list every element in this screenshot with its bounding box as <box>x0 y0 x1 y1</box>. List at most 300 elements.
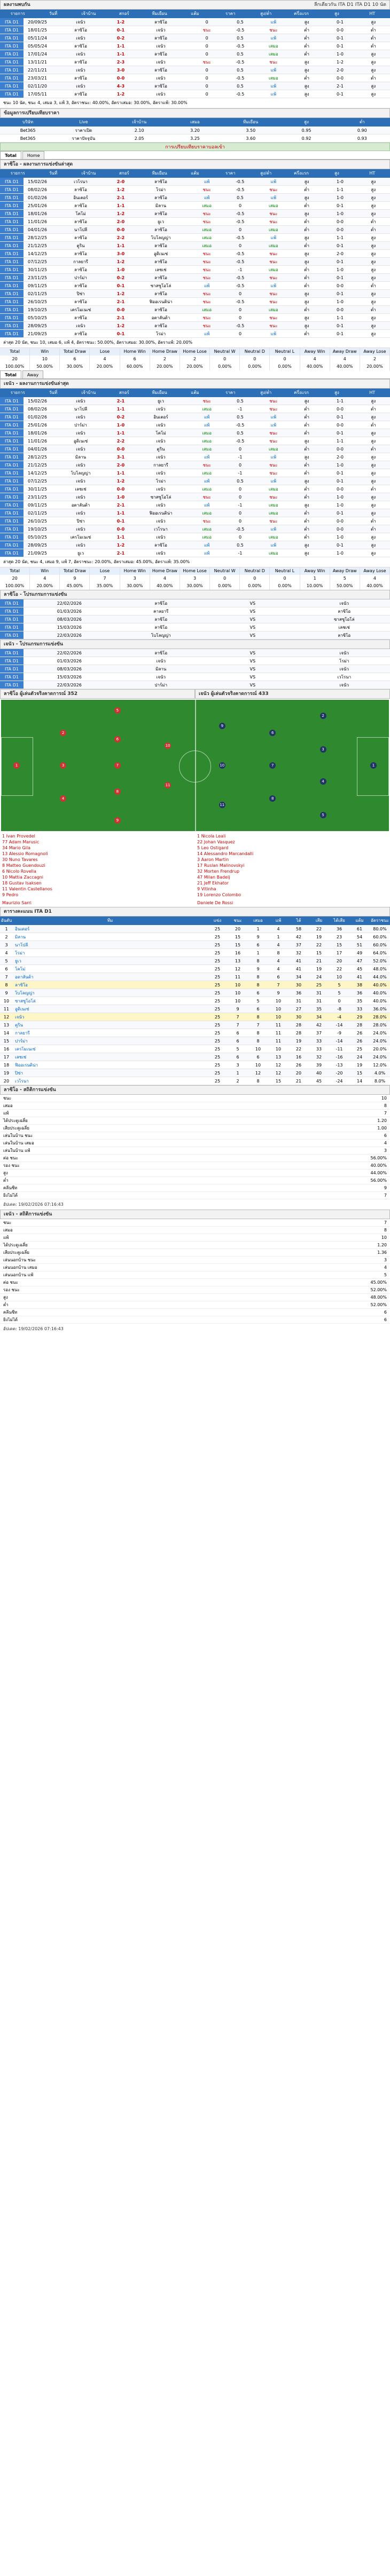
home-player-marker[interactable]: 3 <box>60 762 66 769</box>
away-cell-4[interactable]: เจนัว <box>156 503 166 508</box>
away-player-marker[interactable]: 6 <box>269 730 276 736</box>
away-player-marker[interactable]: 2 <box>320 713 326 719</box>
h2h-cell-4[interactable]: ลาซิโอ <box>154 52 167 57</box>
away-cell-2[interactable]: มิลาน <box>75 455 87 460</box>
home-player[interactable]: 77 Adam Marusic <box>2 840 40 844</box>
standings-row[interactable] <box>0 941 390 949</box>
away-cell-2[interactable]: เจนัว <box>76 527 85 532</box>
standings-row[interactable] <box>0 1069 390 1077</box>
away-cell-2[interactable]: เลชเช่ <box>75 487 87 492</box>
away-cell-2[interactable]: ปาร์ม่า <box>74 423 87 428</box>
away-cell-2[interactable]: โบโลญญ่า <box>71 471 91 476</box>
standings-cell-1[interactable]: ปิซ่า <box>15 1071 23 1076</box>
home-cell-4[interactable]: มิลาน <box>155 203 167 208</box>
home-player[interactable]: 9 Pedro <box>2 892 19 897</box>
standings-row[interactable] <box>0 981 390 989</box>
home-player[interactable]: 1 Ivan Provedel <box>2 834 35 839</box>
away-player[interactable]: 3 Aaron Martin <box>197 857 229 862</box>
away-player-marker[interactable]: 11 <box>220 802 225 807</box>
future-away-row[interactable] <box>0 673 390 681</box>
away-row[interactable] <box>0 509 390 517</box>
away-player-marker[interactable]: 8 <box>269 795 276 802</box>
h2h-col-7[interactable]: สูง/ต่ำ <box>260 11 272 16</box>
away-row[interactable] <box>0 413 390 421</box>
away-cell-2[interactable]: เจนัว <box>76 431 85 436</box>
standings-row[interactable] <box>0 925 390 933</box>
away-col-7[interactable]: สูง/ต่ำ <box>260 390 272 395</box>
standings-col-2[interactable]: แข่ง <box>213 918 222 923</box>
home-cell-4[interactable]: ลาซิโอ <box>154 323 167 328</box>
home-col-8[interactable]: ครึ่งแรก <box>294 171 309 176</box>
away-player[interactable]: 32 Morten Frendrup <box>197 869 240 874</box>
odds-col-4[interactable]: ทีมเยือน <box>243 120 259 124</box>
odds-col-2[interactable]: เจ้าบ้าน <box>132 120 147 124</box>
standings-cell-1[interactable]: ซาสซูโอโล่ <box>15 999 36 1003</box>
standings-cell-1[interactable]: มิลาน <box>15 935 26 939</box>
home-cell-4[interactable]: โรม่า <box>155 187 166 192</box>
away-cell-4[interactable]: เวโรนา <box>154 527 168 532</box>
away-row[interactable] <box>0 501 390 509</box>
standings-cell-1[interactable]: เครโมเนเซ่ <box>15 1047 36 1052</box>
tab-home-total[interactable]: Total <box>0 151 21 159</box>
h2h-cell-4[interactable]: เจนัว <box>156 28 166 33</box>
standings-col-7[interactable]: เสีย <box>315 918 323 923</box>
home-row[interactable] <box>0 242 390 250</box>
standings-row[interactable] <box>0 1029 390 1037</box>
away-cell-2[interactable]: เครโมเนเซ่ <box>70 535 91 540</box>
standings-col-0[interactable]: อันดับ <box>1 918 12 923</box>
away-row[interactable] <box>0 421 390 429</box>
home-row[interactable] <box>0 218 390 226</box>
h2h-options[interactable]: ลีกเดียวกัน ITA D1 ITA D1 10 นัด <box>314 2 386 7</box>
standings-col-10[interactable]: อัตราชนะ <box>371 918 389 923</box>
away-row[interactable] <box>0 493 390 501</box>
home-row[interactable] <box>0 274 390 282</box>
home-cell-2[interactable]: ลาซิโอ <box>74 203 87 208</box>
away-col-4[interactable]: ทีมเยือน <box>152 390 167 395</box>
standings-col-9[interactable]: แต้ม <box>355 918 364 923</box>
h2h-cell-2[interactable]: ลาซิโอ <box>74 92 87 97</box>
away-col-5[interactable]: แต้ม <box>191 390 199 395</box>
home-row[interactable] <box>0 186 390 194</box>
away-row[interactable] <box>0 485 390 493</box>
away-row[interactable] <box>0 477 390 485</box>
away-cell-4[interactable]: ยูเว <box>158 399 164 404</box>
home-cell-4[interactable]: ลาซิโอ <box>154 211 167 216</box>
away-player-marker[interactable]: 10 <box>220 763 225 768</box>
away-row[interactable] <box>0 541 390 549</box>
away-row[interactable] <box>0 437 390 445</box>
away-row[interactable] <box>0 429 390 437</box>
home-cell-4[interactable]: ลาซิโอ <box>154 291 167 296</box>
h2h-cell-4[interactable]: เจนัว <box>156 60 166 65</box>
away-player[interactable]: 19 Lorenzo Colombo <box>197 892 241 897</box>
standings-row[interactable] <box>0 1053 390 1061</box>
future-away-row[interactable] <box>0 657 390 665</box>
home-cell-4[interactable]: ลาซิโอ <box>154 243 167 248</box>
away-cell-4[interactable]: เจนัว <box>156 487 166 492</box>
standings-cell-1[interactable]: ลาซิโอ <box>15 983 28 987</box>
away-cell-4[interactable]: เจนัว <box>156 471 166 476</box>
h2h-col-8[interactable]: ครึ่งแรก <box>294 11 309 16</box>
away-player[interactable]: 5 Leo Ostigard <box>197 846 229 850</box>
away-cell-4[interactable]: เจนัว <box>156 423 166 428</box>
odds-note[interactable]: การเปรียบเทียบราคาบอลเข้า <box>0 143 390 151</box>
away-col-0[interactable]: รายการ <box>10 390 25 395</box>
standings-cell-1[interactable]: นาโปลี <box>15 943 28 947</box>
tab-away-total[interactable]: Total <box>0 370 21 378</box>
h2h-row[interactable] <box>0 50 390 58</box>
home-cell-4[interactable]: ลาซิโอ <box>154 195 167 200</box>
away-col-2[interactable]: เจ้าบ้าน <box>81 390 96 395</box>
home-col-4[interactable]: ทีมเยือน <box>152 171 167 176</box>
standings-row[interactable] <box>0 1021 390 1029</box>
tab-away-away[interactable]: Away <box>22 370 43 378</box>
standings-col-5[interactable]: แพ้ <box>275 918 282 923</box>
home-cell-2[interactable]: อินเตอร์ <box>73 195 88 200</box>
away-cell-4[interactable]: เจนัว <box>156 519 166 524</box>
home-col-9[interactable]: สูง <box>334 171 339 176</box>
h2h-row[interactable] <box>0 58 390 66</box>
home-cell-2[interactable]: ลาซิโอ <box>74 267 87 272</box>
home-col-3[interactable]: สกอร์ <box>119 171 129 176</box>
away-cell-2[interactable]: เจนัว <box>76 543 85 548</box>
standings-cell-1[interactable]: อตาลันต้า <box>15 975 34 979</box>
future-home-row[interactable] <box>0 631 390 639</box>
h2h-row[interactable] <box>0 26 390 34</box>
away-row[interactable] <box>0 461 390 469</box>
standings-cell-1[interactable]: โบโลญญ่า <box>15 991 35 995</box>
h2h-col-0[interactable]: รายการ <box>10 11 25 16</box>
away-col-3[interactable]: สกอร์ <box>119 390 129 395</box>
home-row[interactable] <box>0 282 390 290</box>
standings-cell-1[interactable]: ตูริน <box>15 1023 23 1028</box>
home-player-marker[interactable]: 7 <box>114 762 121 769</box>
h2h-cell-4[interactable]: ลาซิโอ <box>154 68 167 73</box>
home-col-6[interactable]: ราคา <box>225 171 236 176</box>
h2h-cell-4[interactable]: ลาซิโอ <box>154 20 167 25</box>
standings-row[interactable] <box>0 949 390 957</box>
home-player[interactable]: 34 Mario Gila <box>2 846 31 850</box>
standings-cell-1[interactable]: อูดิเนเซ่ <box>15 1007 29 1012</box>
home-row[interactable] <box>0 258 390 266</box>
away-player[interactable]: 17 Ruslan Malinovskyi <box>197 863 245 868</box>
h2h-cell-2[interactable]: ลาซิโอ <box>74 76 87 81</box>
standings-cell-1[interactable]: อินเตอร์ <box>15 927 30 931</box>
home-row[interactable] <box>0 290 390 298</box>
home-cell-4[interactable]: ลาซิโอ <box>154 227 167 232</box>
standings-cell-1[interactable]: เจนัว <box>15 1015 25 1020</box>
home-cell-2[interactable]: ลาซิโอ <box>74 283 87 288</box>
away-col-6[interactable]: ราคา <box>225 390 236 395</box>
away-cell-4[interactable]: เจนัว <box>156 407 166 412</box>
away-cell-4[interactable]: เจนัว <box>156 535 166 540</box>
standings-row[interactable] <box>0 933 390 941</box>
away-row[interactable] <box>0 517 390 525</box>
home-row[interactable] <box>0 314 390 322</box>
standings-col-3[interactable]: ชนะ <box>233 918 242 923</box>
home-cell-2[interactable]: เจนัว <box>76 323 85 328</box>
standings-col-6[interactable]: ได้ <box>296 918 301 923</box>
h2h-row[interactable] <box>0 66 390 74</box>
away-cell-2[interactable]: นาโปลี <box>74 407 88 412</box>
home-cell-2[interactable]: ปิซ่า <box>76 291 85 296</box>
h2h-cell-4[interactable]: ลาซิโอ <box>154 84 167 89</box>
home-player[interactable]: 18 Gustav Isaksen <box>2 881 42 886</box>
home-col-0[interactable]: รายการ <box>10 171 25 176</box>
away-cell-4[interactable]: อินเตอร์ <box>153 415 168 420</box>
away-row[interactable] <box>0 469 390 477</box>
home-row[interactable] <box>0 194 390 202</box>
standings-row[interactable] <box>0 1077 390 1085</box>
standings-row[interactable] <box>0 1061 390 1069</box>
home-cell-2[interactable]: ลาซิโอ <box>74 187 87 192</box>
home-col-1[interactable]: วันที่ <box>49 171 58 176</box>
standings-cell-1[interactable]: เลชเช่ <box>15 1055 27 1060</box>
h2h-row[interactable] <box>0 18 390 26</box>
home-cell-2[interactable]: เครโมเนเซ่ <box>70 307 91 312</box>
h2h-cell-2[interactable]: เจนัว <box>76 20 85 25</box>
away-player-marker[interactable]: 1 <box>370 762 377 769</box>
h2h-row[interactable] <box>0 82 390 90</box>
standings-row[interactable] <box>0 973 390 981</box>
home-cell-4[interactable]: ลาซิโอ <box>154 275 167 280</box>
home-cell-4[interactable]: เลชเช่ <box>155 267 167 272</box>
home-cell-4[interactable]: โบโลญญ่า <box>151 235 171 240</box>
home-row[interactable] <box>0 322 390 330</box>
away-row[interactable] <box>0 533 390 541</box>
home-player-marker[interactable]: 1 <box>13 762 20 769</box>
home-player[interactable]: 8 Matteo Guendouzi <box>2 863 45 868</box>
h2h-col-4[interactable]: ทีมเยือน <box>152 11 167 16</box>
home-row[interactable] <box>0 298 390 306</box>
away-cell-2[interactable]: เจนัว <box>76 495 85 500</box>
standings-col-8[interactable]: ได้เสีย <box>333 918 345 923</box>
away-cell-2[interactable]: เจนัว <box>76 463 85 468</box>
standings-col-1[interactable]: ทีม <box>107 918 113 923</box>
away-player[interactable]: 21 Jeff Ekhator <box>197 881 229 886</box>
home-player-marker[interactable]: 4 <box>60 795 66 802</box>
home-cell-4[interactable]: ลาซิโอ <box>154 307 167 312</box>
away-row[interactable] <box>0 405 390 413</box>
standings-row[interactable] <box>0 965 390 973</box>
home-cell-2[interactable]: ปาร์ม่า <box>74 275 87 280</box>
away-col-9[interactable]: สูง <box>334 390 339 395</box>
home-player-marker[interactable]: 2 <box>60 730 66 736</box>
home-player-marker[interactable]: 8 <box>114 788 121 795</box>
away-row[interactable] <box>0 549 390 557</box>
home-col-5[interactable]: แต้ม <box>191 171 199 176</box>
away-col-10[interactable]: HT <box>369 390 376 395</box>
home-cell-4[interactable]: โรม่า <box>155 331 166 336</box>
h2h-cell-2[interactable]: เจนัว <box>76 68 85 73</box>
home-player-marker[interactable]: 9 <box>114 817 121 824</box>
standings-row[interactable] <box>0 957 390 965</box>
away-cell-4[interactable]: เจนัว <box>156 455 166 460</box>
away-player-marker[interactable]: 5 <box>320 812 326 818</box>
away-col-1[interactable]: วันที่ <box>49 390 58 395</box>
h2h-col-9[interactable]: สูง <box>334 11 339 16</box>
away-cell-4[interactable]: ฟิออเรนติน่า <box>149 511 173 516</box>
standings-row[interactable] <box>0 1045 390 1053</box>
away-cell-4[interactable]: เจนัว <box>156 439 166 444</box>
standings-row[interactable] <box>0 1013 390 1021</box>
home-cell-2[interactable]: ลาซิโอ <box>74 331 87 336</box>
away-cell-4[interactable]: ลาซิโอ <box>154 543 167 548</box>
standings-cell-1[interactable]: เวโรนา <box>15 1079 29 1084</box>
home-col-10[interactable]: HT <box>369 171 376 176</box>
h2h-cell-2[interactable]: ลาซิโอ <box>74 28 87 33</box>
away-cell-4[interactable]: โรม่า <box>155 479 166 484</box>
home-cell-2[interactable]: ลาซิโอ <box>74 315 87 320</box>
h2h-col-5[interactable]: แต้ม <box>191 11 199 16</box>
future-away-row[interactable] <box>0 665 390 673</box>
home-cell-4[interactable]: ลาซิโอ <box>154 259 167 264</box>
h2h-col-1[interactable]: วันที่ <box>49 11 58 16</box>
away-row[interactable] <box>0 525 390 533</box>
home-row[interactable] <box>0 330 390 338</box>
tab-home-home[interactable]: Home <box>22 151 45 159</box>
away-row[interactable] <box>0 445 390 453</box>
away-cell-4[interactable]: กาลยารี <box>153 463 168 468</box>
standings-cell-1[interactable]: โคโม่ <box>15 967 26 971</box>
away-player-marker[interactable]: 3 <box>320 746 326 753</box>
away-player[interactable]: 14 Alessandro Marcandalli <box>197 851 254 856</box>
home-player[interactable]: 10 Mattia Zaccagni <box>2 875 43 880</box>
away-player[interactable]: 9 Vitinha <box>197 887 216 891</box>
home-player[interactable]: 6 Nicolo Rovella <box>2 869 36 874</box>
h2h-cell-4[interactable]: ลาซิโอ <box>154 36 167 41</box>
away-cell-4[interactable]: โคโม่ <box>155 431 166 436</box>
home-row[interactable] <box>0 266 390 274</box>
away-row[interactable] <box>0 453 390 461</box>
away-row[interactable] <box>0 397 390 405</box>
away-cell-4[interactable]: เจนัว <box>156 551 166 556</box>
future-away-row[interactable] <box>0 681 390 689</box>
odds-col-0[interactable]: บริษัท <box>22 120 34 124</box>
home-cell-2[interactable]: เวโรนา <box>74 179 88 184</box>
away-cell-2[interactable]: เจนัว <box>76 447 85 452</box>
home-cell-2[interactable]: ลาซิโอ <box>74 219 87 224</box>
home-player[interactable]: 11 Valentin Castellanos <box>2 887 52 891</box>
home-cell-2[interactable]: นาโปลี <box>74 227 88 232</box>
away-cell-2[interactable]: ยูเว <box>77 551 84 556</box>
home-player-marker[interactable]: 10 <box>165 744 170 748</box>
standings-row[interactable] <box>0 997 390 1005</box>
odds-col-3[interactable]: เสมอ <box>190 120 200 124</box>
standings-row[interactable] <box>0 989 390 997</box>
away-player[interactable]: 47 Milan Badelj <box>197 875 230 880</box>
away-cell-2[interactable]: ปิซ่า <box>76 519 85 524</box>
standings-col-4[interactable]: เสมอ <box>253 918 263 923</box>
home-row[interactable] <box>0 202 390 210</box>
away-cell-2[interactable]: อูดิเนเซ่ <box>73 439 88 444</box>
h2h-row[interactable] <box>0 34 390 42</box>
away-player-marker[interactable]: 7 <box>269 762 276 769</box>
h2h-cell-4[interactable]: เจนัว <box>156 76 166 81</box>
away-cell-2[interactable]: เจนัว <box>76 399 85 404</box>
away-cell-4[interactable]: ซาสซูโอโล่ <box>150 495 171 500</box>
h2h-col-3[interactable]: สกอร์ <box>119 11 129 16</box>
h2h-cell-2[interactable]: เจนัว <box>76 36 85 41</box>
home-row[interactable] <box>0 210 390 218</box>
home-cell-2[interactable]: ลาซิโอ <box>74 299 87 304</box>
h2h-col-2[interactable]: เจ้าบ้าน <box>81 11 96 16</box>
standings-cell-1[interactable]: โรม่า <box>15 951 25 955</box>
home-row[interactable] <box>0 250 390 258</box>
odds-col-5[interactable]: สูง <box>304 120 309 124</box>
home-player[interactable]: 13 Alessio Romagnoli <box>2 851 48 856</box>
standings-cell-1[interactable]: ยูเว <box>15 959 21 963</box>
h2h-cell-2[interactable]: ลาซิโอ <box>74 60 87 65</box>
standings-row[interactable] <box>0 1005 390 1013</box>
future-away-row[interactable] <box>0 649 390 657</box>
home-row[interactable] <box>0 306 390 314</box>
home-cell-4[interactable]: ยูเว <box>158 219 164 224</box>
away-player-marker[interactable]: 9 <box>219 723 225 729</box>
standings-cell-1[interactable]: ฟิออเรนติน่า <box>15 1063 38 1068</box>
away-cell-2[interactable]: เจนัว <box>76 511 85 516</box>
home-cell-4[interactable]: อูดิเนเซ่ <box>153 251 168 256</box>
odds-col-6[interactable]: ต่ำ <box>359 120 365 124</box>
future-home-row[interactable] <box>0 623 390 631</box>
away-player-marker[interactable]: 4 <box>320 778 326 785</box>
standings-row[interactable] <box>0 1037 390 1045</box>
away-cell-4[interactable]: ตูริน <box>157 447 165 452</box>
away-player[interactable]: 1 Nicola Leali <box>197 834 226 839</box>
away-col-8[interactable]: ครึ่งแรก <box>294 390 309 395</box>
future-home-row[interactable] <box>0 607 390 615</box>
home-cell-4[interactable]: ฟิออเรนติน่า <box>149 299 173 304</box>
home-cell-2[interactable]: ลาซิโอ <box>74 251 87 256</box>
odds-col-1[interactable]: Live <box>79 120 88 124</box>
home-player[interactable]: 30 Nuno Tavares <box>2 857 38 862</box>
home-player-marker[interactable]: 6 <box>114 736 121 742</box>
h2h-col-6[interactable]: ราคา <box>225 11 236 16</box>
home-cell-4[interactable]: ซาสซูโอโล่ <box>150 283 171 288</box>
h2h-row[interactable] <box>0 42 390 50</box>
h2h-cell-4[interactable]: เจนัว <box>156 44 166 49</box>
away-cell-2[interactable]: เจนัว <box>76 415 85 420</box>
h2h-cell-4[interactable]: เจนัว <box>156 92 166 97</box>
standings-cell-1[interactable]: กาลยารี <box>15 1031 30 1036</box>
home-cell-2[interactable]: กาลยารี <box>73 259 88 264</box>
standings-cell-1[interactable]: ปาร์ม่า <box>15 1039 28 1044</box>
away-player[interactable]: 22 Johan Vasquez <box>197 840 235 844</box>
h2h-row[interactable] <box>0 74 390 82</box>
home-cell-4[interactable]: อตาลันต้า <box>151 315 170 320</box>
home-col-7[interactable]: สูง/ต่ำ <box>260 171 272 176</box>
h2h-cell-2[interactable]: เจนัว <box>76 52 85 57</box>
home-cell-4[interactable]: ลาซิโอ <box>154 179 167 184</box>
h2h-cell-2[interactable]: ลาซิโอ <box>74 44 87 49</box>
home-player-marker[interactable]: 11 <box>165 783 170 787</box>
away-cell-2[interactable]: เจนัว <box>76 479 85 484</box>
home-cell-2[interactable]: ตูริน <box>76 243 85 248</box>
h2h-col-10[interactable]: HT <box>369 11 376 16</box>
future-home-row[interactable] <box>0 615 390 623</box>
h2h-cell-2[interactable]: เจนัว <box>76 84 85 89</box>
home-row[interactable] <box>0 226 390 234</box>
future-home-row[interactable] <box>0 599 390 607</box>
away-cell-2[interactable]: อตาลันต้า <box>71 503 90 508</box>
home-cell-2[interactable]: โคโม่ <box>75 211 86 216</box>
home-player-marker[interactable]: 5 <box>114 707 121 714</box>
home-row[interactable] <box>0 234 390 242</box>
home-cell-2[interactable]: ลาซิโอ <box>74 235 87 240</box>
h2h-row[interactable] <box>0 90 390 98</box>
home-col-2[interactable]: เจ้าบ้าน <box>81 171 96 176</box>
